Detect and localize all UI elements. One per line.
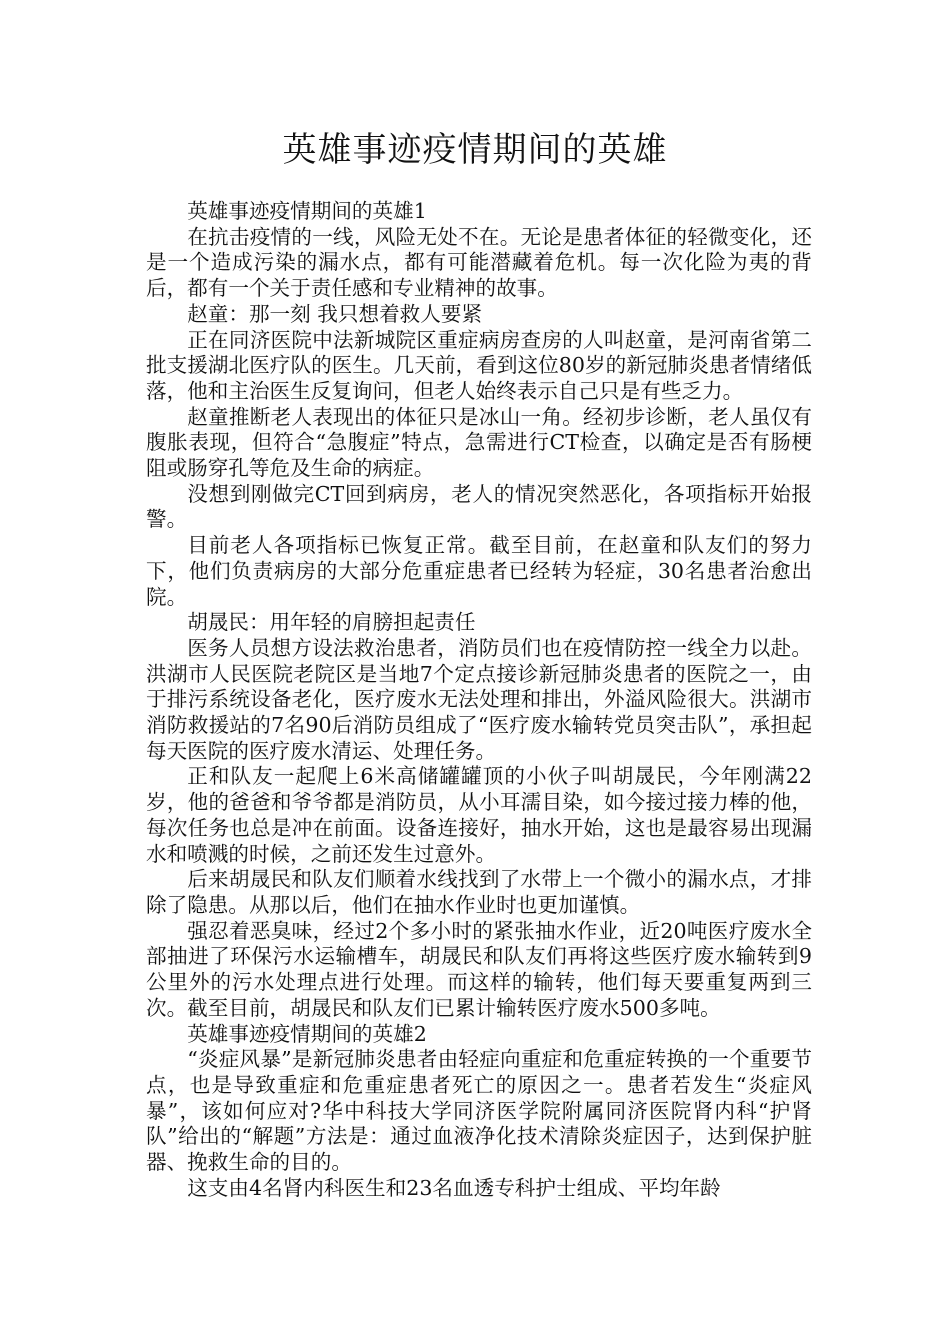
body-paragraph: 正在同济医院中法新城院区重症病房查房的人叫赵童，是河南省第二批支援湖北医疗队的医生。几天前，看到这位80岁的新冠肺炎患者情绪低落，他和主治医生反复询问，但老人始终表示自己只是有些乏力。 <box>146 327 812 403</box>
body-paragraph: 强忍着恶臭味，经过2个多小时的紧张抽水作业，近20吨医疗废水全部抽进了环保污水运输槽车，胡晟民和队友们再将这些医疗废水输转到9公里外的污水处理点进行处理。而这样的输转，他们每天要重复两到三次。截至目前，胡晟民和队友们已累计输转医疗废水500多吨。 <box>146 918 812 1020</box>
subheading-hero-2: 英雄事迹疫情期间的英雄2 <box>187 1021 427 1046</box>
subheading-hero-1: 英雄事迹疫情期间的英雄1 <box>187 199 427 223</box>
section-heading-zhao-tong: 赵童：那一刻 我只想着救人要紧 <box>187 301 483 326</box>
body-paragraph: 这支由4名肾内科医生和23名血透专科护士组成、平均年龄 <box>187 1175 721 1200</box>
document-body <box>146 199 812 1201</box>
section-heading-hu-shengmin: 胡晟民：用年轻的肩膀担起责任 <box>187 610 476 635</box>
body-paragraph: 赵童推断老人表现出的体征只是冰山一角。经初步诊断，老人虽仅有腹胀表现，但符合“急腹症”特点，急需进行CT检查，以确定是否有肠梗阻或肠穿孔等危及生命的病症。 <box>146 404 812 481</box>
body-paragraph: 医务人员想方设法救治患者，消防员们也在疫情防控一线全力以赴。洪湖市人民医院老院区是当地7个定点接诊新冠肺炎患者的医院之一，由于排污系统设备老化，医疗废水无法处理和排出，外溢风险很大。洪湖市消防救援站的7名90后消防员组成了“医疗废水输转党员突击队”，承担起每天医院的医疗废水清运、处理任务。 <box>146 635 812 763</box>
body-paragraph: 正和队友一起爬上6米高储罐罐顶的小伙子叫胡晟民，今年刚满22岁，他的爸爸和爷爷都是消防员，从小耳濡目染，如今接过接力棒的他，每次任务也总是冲在前面。设备连接好，抽水开始，这也是最容易出现漏水和喷溅的时候，之前还发生过意外。 <box>146 764 812 866</box>
body-paragraph: 后来胡晟民和队友们顺着水线找到了水带上一个微小的漏水点，才排除了隐患。从那以后，他们在抽水作业时也更加谨慎。 <box>146 867 812 917</box>
body-paragraph: 目前老人各项指标已恢复正常。截至目前，在赵童和队友们的努力下，他们负责病房的大部分危重症患者已经转为轻症，30名患者治愈出院。 <box>146 533 812 609</box>
intro-paragraph: 在抗击疫情的一线，风险无处不在。无论是患者体征的轻微变化，还是一个造成污染的漏水点，都有可能潜藏着危机。每一次化险为夷的背后，都有一个关于责任感和专业精神的故事。 <box>146 224 812 301</box>
body-paragraph: 没想到刚做完CT回到病房，老人的情况突然恶化，各项指标开始报警。 <box>146 481 812 532</box>
body-paragraph: “炎症风暴”是新冠肺炎患者由轻症向重症和危重症转换的一个重要节点，也是导致重症和危重症患者死亡的原因之一。患者若发生“炎症风暴”，该如何应对?华中科技大学同济医学院附属同济医院肾内科“护肾队”给出的“解题”方法是：通过血液净化技术清除炎症因子，达到保护脏器、挽救生命的目的。 <box>146 1047 812 1175</box>
document-title: 英雄事迹疫情期间的英雄 <box>282 130 668 170</box>
